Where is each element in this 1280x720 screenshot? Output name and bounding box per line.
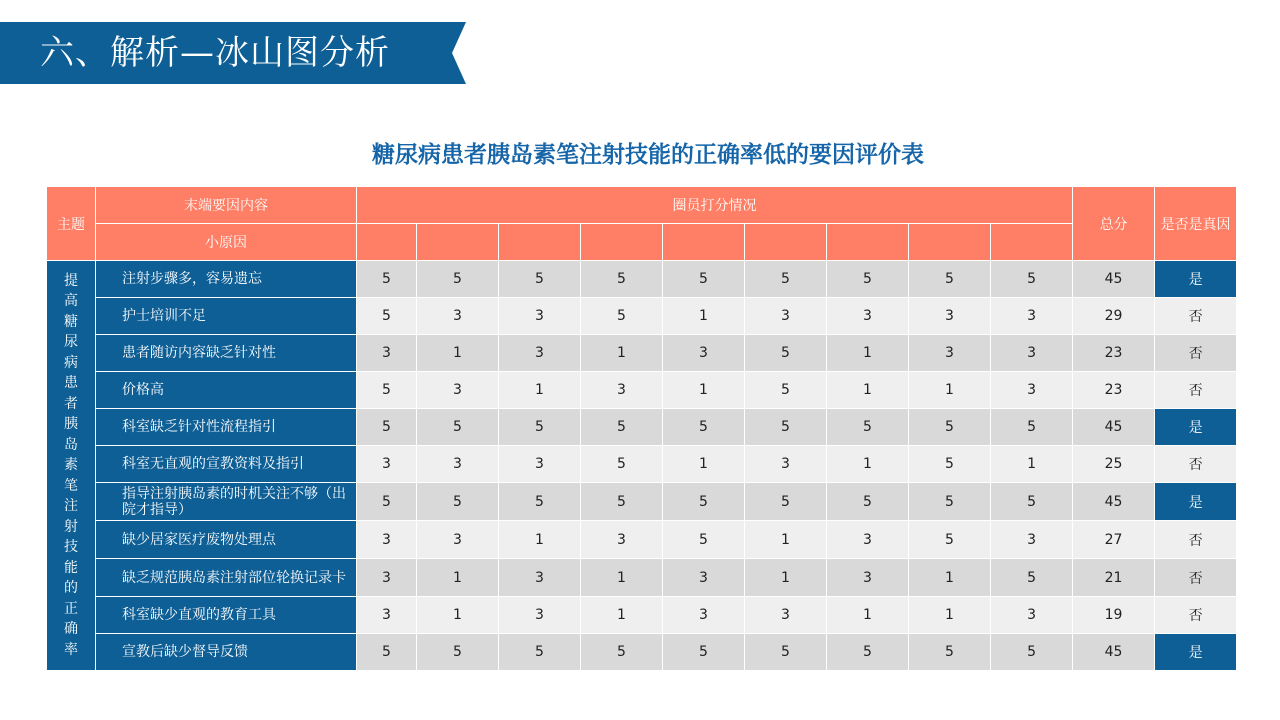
header-score-col xyxy=(357,224,417,261)
score-cell: 3 xyxy=(745,446,827,483)
score-cell: 5 xyxy=(663,261,745,298)
score-cell: 5 xyxy=(991,483,1073,521)
result-cell: 否 xyxy=(1155,372,1237,409)
evaluation-table xyxy=(46,186,1237,671)
score-cell: 3 xyxy=(357,335,417,372)
topic-cell xyxy=(47,261,96,671)
score-cell: 5 xyxy=(991,261,1073,298)
cause-cell: 注射步骤多，容易遗忘 xyxy=(96,261,357,298)
score-cell: 5 xyxy=(745,409,827,446)
score-cell: 5 xyxy=(417,634,499,671)
score-cell: 5 xyxy=(827,634,909,671)
score-cell: 5 xyxy=(499,634,581,671)
cause-cell: 科室缺少直观的教育工具 xyxy=(96,597,357,634)
score-cell: 3 xyxy=(499,446,581,483)
score-cell: 5 xyxy=(417,483,499,521)
score-cell: 3 xyxy=(827,559,909,597)
score-cell: 5 xyxy=(991,634,1073,671)
header-total: 总分 xyxy=(1073,187,1155,261)
header-score-col xyxy=(991,224,1073,261)
header-score-col xyxy=(417,224,499,261)
header-is-true: 是否是真因 xyxy=(1155,187,1237,261)
page-title: 六、解析—冰山图分析 xyxy=(40,33,390,73)
header-score-col xyxy=(499,224,581,261)
score-cell: 5 xyxy=(357,372,417,409)
score-cell: 3 xyxy=(581,372,663,409)
score-cell: 1 xyxy=(827,446,909,483)
score-cell: 5 xyxy=(357,298,417,335)
result-cell: 否 xyxy=(1155,298,1237,335)
table-row xyxy=(47,446,1237,483)
score-cell: 3 xyxy=(357,446,417,483)
table-row xyxy=(47,521,1237,559)
score-cell: 3 xyxy=(417,298,499,335)
score-cell: 3 xyxy=(663,559,745,597)
score-cell: 5 xyxy=(909,261,991,298)
result-cell: 否 xyxy=(1155,521,1237,559)
score-cell: 3 xyxy=(745,298,827,335)
header-score-col xyxy=(663,224,745,261)
score-cell: 1 xyxy=(417,597,499,634)
result-cell: 否 xyxy=(1155,335,1237,372)
score-cell: 5 xyxy=(417,261,499,298)
score-cell: 5 xyxy=(745,483,827,521)
score-cell: 5 xyxy=(581,483,663,521)
score-cell: 3 xyxy=(499,298,581,335)
header-end-cause: 末端要因内容 xyxy=(96,187,357,224)
total-cell: 19 xyxy=(1073,597,1155,634)
total-cell: 45 xyxy=(1073,409,1155,446)
score-cell: 5 xyxy=(417,409,499,446)
score-cell: 5 xyxy=(499,261,581,298)
score-cell: 1 xyxy=(417,559,499,597)
cause-cell: 宣教后缺少督导反馈 xyxy=(96,634,357,671)
title-banner xyxy=(0,22,466,84)
table-row xyxy=(47,634,1237,671)
score-cell: 1 xyxy=(827,597,909,634)
table-row xyxy=(47,335,1237,372)
score-cell: 5 xyxy=(909,483,991,521)
score-cell: 5 xyxy=(909,521,991,559)
score-cell: 3 xyxy=(991,335,1073,372)
score-cell: 5 xyxy=(499,409,581,446)
total-cell: 45 xyxy=(1073,261,1155,298)
score-cell: 3 xyxy=(991,298,1073,335)
score-cell: 5 xyxy=(581,261,663,298)
cause-cell: 缺乏规范胰岛素注射部位轮换记录卡 xyxy=(96,559,357,597)
score-cell: 3 xyxy=(581,521,663,559)
score-cell: 5 xyxy=(909,446,991,483)
header-scores: 圈员打分情况 xyxy=(357,187,1073,224)
score-cell: 5 xyxy=(581,446,663,483)
score-cell: 5 xyxy=(499,483,581,521)
score-cell: 5 xyxy=(663,521,745,559)
score-cell: 5 xyxy=(909,634,991,671)
result-cell: 是 xyxy=(1155,634,1237,671)
score-cell: 5 xyxy=(991,409,1073,446)
header-score-col xyxy=(581,224,663,261)
score-cell: 5 xyxy=(827,261,909,298)
score-cell: 3 xyxy=(991,597,1073,634)
score-cell: 5 xyxy=(663,483,745,521)
score-cell: 3 xyxy=(499,559,581,597)
score-cell: 5 xyxy=(909,409,991,446)
result-cell: 是 xyxy=(1155,261,1237,298)
score-cell: 1 xyxy=(663,298,745,335)
total-cell: 27 xyxy=(1073,521,1155,559)
score-cell: 3 xyxy=(663,335,745,372)
score-cell: 5 xyxy=(827,409,909,446)
score-cell: 3 xyxy=(663,597,745,634)
cause-cell: 科室无直观的宣教资料及指引 xyxy=(96,446,357,483)
table-row xyxy=(47,483,1237,521)
score-cell: 1 xyxy=(581,559,663,597)
cause-cell: 指导注射胰岛素的时机关注不够（出院才指导） xyxy=(96,483,357,521)
total-cell: 23 xyxy=(1073,335,1155,372)
score-cell: 3 xyxy=(991,372,1073,409)
score-cell: 1 xyxy=(499,521,581,559)
table-row xyxy=(47,261,1237,298)
score-cell: 5 xyxy=(827,483,909,521)
score-cell: 5 xyxy=(745,261,827,298)
score-cell: 3 xyxy=(357,597,417,634)
score-cell: 3 xyxy=(417,372,499,409)
score-cell: 1 xyxy=(417,335,499,372)
score-cell: 1 xyxy=(827,335,909,372)
score-cell: 1 xyxy=(499,372,581,409)
score-cell: 5 xyxy=(581,298,663,335)
score-cell: 1 xyxy=(663,446,745,483)
score-cell: 1 xyxy=(581,335,663,372)
score-cell: 5 xyxy=(581,409,663,446)
header-sub-cause: 小原因 xyxy=(96,224,357,261)
cause-cell: 患者随访内容缺乏针对性 xyxy=(96,335,357,372)
score-cell: 5 xyxy=(357,483,417,521)
score-cell: 1 xyxy=(745,559,827,597)
score-cell: 5 xyxy=(581,634,663,671)
topic-text: 提高糖尿病患者胰岛素笔注射技能的正确率 xyxy=(64,272,78,658)
result-cell: 否 xyxy=(1155,559,1237,597)
score-cell: 1 xyxy=(581,597,663,634)
result-cell: 否 xyxy=(1155,446,1237,483)
score-cell: 3 xyxy=(909,298,991,335)
result-cell: 是 xyxy=(1155,483,1237,521)
header-score-col xyxy=(745,224,827,261)
table-row xyxy=(47,409,1237,446)
score-cell: 5 xyxy=(745,335,827,372)
table-row xyxy=(47,298,1237,335)
cause-cell: 价格高 xyxy=(96,372,357,409)
score-cell: 5 xyxy=(357,409,417,446)
score-cell: 3 xyxy=(827,521,909,559)
score-cell: 3 xyxy=(499,335,581,372)
score-cell: 1 xyxy=(909,559,991,597)
cause-cell: 缺少居家医疗废物处理点 xyxy=(96,521,357,559)
score-cell: 1 xyxy=(909,597,991,634)
score-cell: 3 xyxy=(417,521,499,559)
total-cell: 21 xyxy=(1073,559,1155,597)
score-cell: 1 xyxy=(745,521,827,559)
table-title: 糖尿病患者胰岛素笔注射技能的正确率低的要因评价表 xyxy=(372,142,924,168)
score-cell: 3 xyxy=(991,521,1073,559)
total-cell: 45 xyxy=(1073,634,1155,671)
result-cell: 是 xyxy=(1155,409,1237,446)
score-cell: 3 xyxy=(417,446,499,483)
score-cell: 3 xyxy=(827,298,909,335)
score-cell: 5 xyxy=(663,634,745,671)
table-row xyxy=(47,372,1237,409)
score-cell: 1 xyxy=(991,446,1073,483)
header-topic: 主题 xyxy=(47,187,96,261)
result-cell: 否 xyxy=(1155,597,1237,634)
score-cell: 1 xyxy=(663,372,745,409)
score-cell: 1 xyxy=(909,372,991,409)
score-cell: 5 xyxy=(745,634,827,671)
score-cell: 5 xyxy=(745,372,827,409)
score-cell: 3 xyxy=(357,521,417,559)
total-cell: 23 xyxy=(1073,372,1155,409)
score-cell: 1 xyxy=(827,372,909,409)
header-score-col xyxy=(827,224,909,261)
score-cell: 5 xyxy=(357,634,417,671)
score-cell: 5 xyxy=(357,261,417,298)
score-cell: 5 xyxy=(663,409,745,446)
score-cell: 3 xyxy=(745,597,827,634)
total-cell: 25 xyxy=(1073,446,1155,483)
total-cell: 29 xyxy=(1073,298,1155,335)
cause-cell: 科室缺乏针对性流程指引 xyxy=(96,409,357,446)
table-row xyxy=(47,559,1237,597)
score-cell: 3 xyxy=(499,597,581,634)
score-cell: 5 xyxy=(991,559,1073,597)
table-row xyxy=(47,597,1237,634)
score-cell: 3 xyxy=(909,335,991,372)
score-cell: 3 xyxy=(357,559,417,597)
header-score-col xyxy=(909,224,991,261)
total-cell: 45 xyxy=(1073,483,1155,521)
cause-cell: 护士培训不足 xyxy=(96,298,357,335)
